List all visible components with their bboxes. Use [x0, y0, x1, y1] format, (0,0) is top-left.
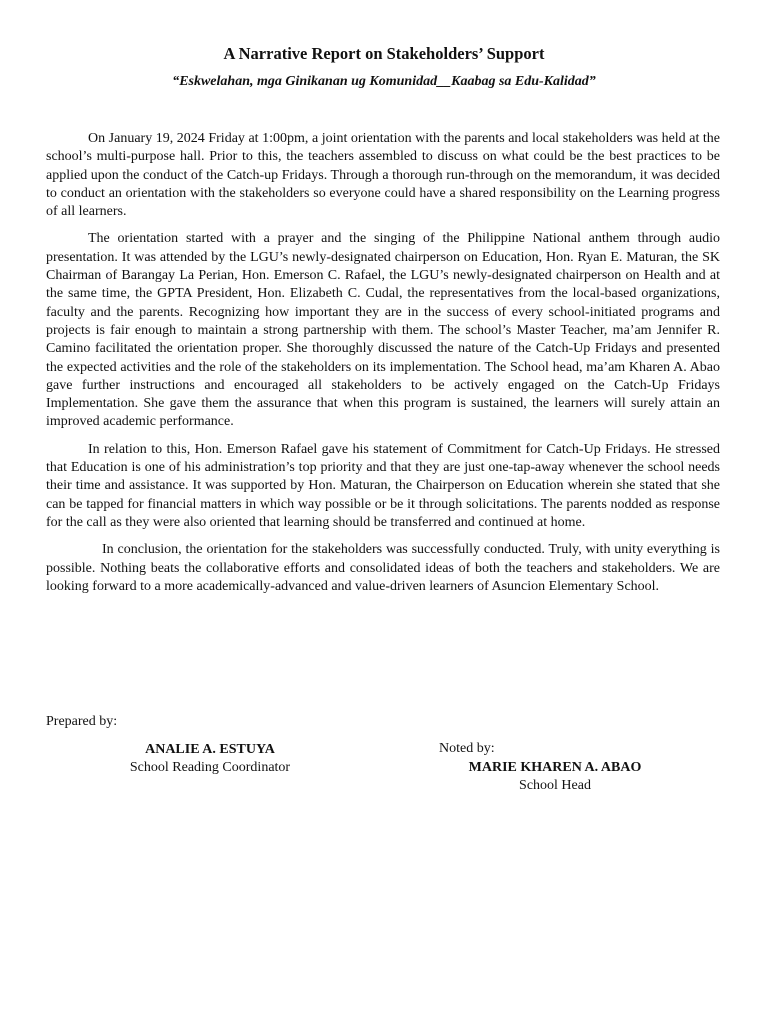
report-title: A Narrative Report on Stakeholders’ Support — [223, 44, 545, 63]
noted-by-label: Noted by: — [439, 741, 495, 756]
report-subtitle: “Eskwelahan, mga Ginikanan ug Komunidad__Kaabag sa Edu-Kalidad” — [172, 74, 596, 89]
prepared-by-signature-block — [100, 741, 320, 777]
paragraph-2: The orientation started with a prayer and the singing of the Philippine National anthem through audio presentation. It was attended by the LGU’s newly-designated chairperson on Education, Hon. Ryan E. Maturan, the SK Chairman of Barangay La Perian, Hon. Emerson C. Rafael, the LGU’s newly-designated chairperson on Health and at the same time, the GPTA President, Hon. Elizabeth C. Cudal, the representatives from the local-based organizations, faculty and the parents. Recognizing how important they are in the success of every school-initiated programs and projects is fair enough to maintain a strong partnership with them. The school’s Master Teacher, ma’am Jennifer R. Camino facilitated the orientation proper. She thoroughly discussed the nature of the Catch-Up Fridays and presented the expected activities and the role of the stakeholders on its implementation. The School head, ma’am Kharen A. Abao gave further instructions and encouraged all stakeholders to be actively engaged on the Catch-Up Fridays Implementation. She gave them the assurance that when this program is sustained, the learners will surely attain an improved academic performance. — [46, 231, 720, 430]
prepared-by-position: School Reading Coordinator — [129, 760, 291, 775]
prepared-by-name: ANALIE A. ESTUYA — [145, 742, 275, 757]
paragraph-3: In relation to this, Hon. Emerson Rafael gave his statement of Commitment for Catch-Up Fridays. He stressed that Education is one of his administration’s top priority and that they are just one-tap-away whenever the school needs their time and assistance. It was supported by Hon. Maturan, the Chairperson on Education wherein she stated that she can be tapped for financial matters in which way possible or be it through solicitations. The parents nodded as response for the call as they were also oriented that learning should be transferred and continued at home. — [46, 441, 720, 530]
noted-by-signature-block — [430, 759, 680, 795]
prepared-by-label: Prepared by: — [46, 714, 118, 729]
paragraph-4: In conclusion, the orientation for the stakeholders was successfully conducted. Truly, with unity everything is possible. Nothing beats the collaborative efforts and consolidated ideas of both the teachers and stakeholders. We are looking forward to a more academically-advanced and value-driven learners of Asuncion Elementary School. — [46, 542, 720, 594]
noted-by-position: School Head — [519, 778, 591, 793]
paragraph-1: On January 19, 2024 Friday at 1:00pm, a joint orientation with the parents and local stakeholders was held at the school’s multi-purpose hall. Prior to this, the teachers assembled to discuss on what could be the best practices to be applied upon the conduct of the Catch-up Fridays. Through a thorough run-through on the memorandum, it was decided to conduct an orientation with the stakeholders so everyone could have a shared responsibility on the Learning progress of all learners. — [46, 131, 720, 220]
report-body — [46, 130, 720, 605]
noted-by-name: MARIE KHAREN A. ABAO — [468, 760, 642, 775]
